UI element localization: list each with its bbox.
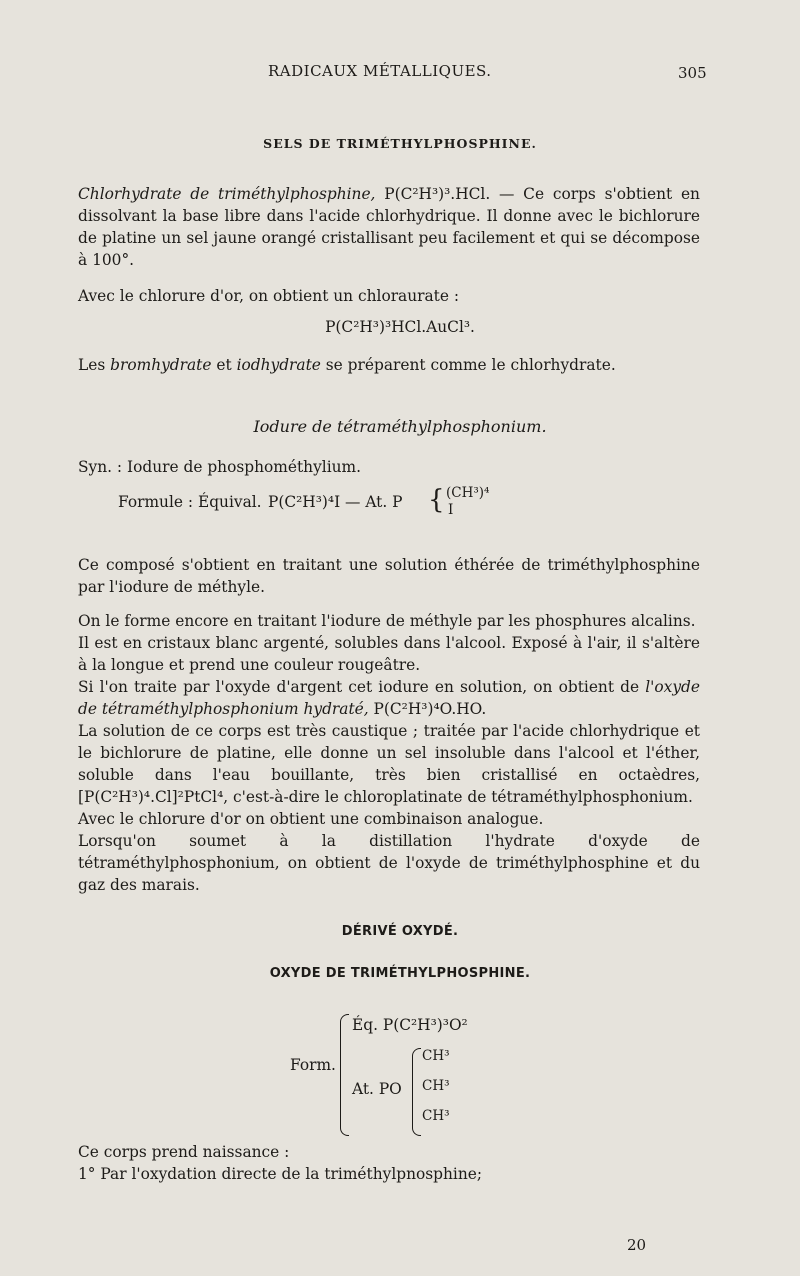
small-brace-icon: [412, 1048, 421, 1136]
large-brace-icon: [340, 1014, 349, 1136]
formula-top-group: (CH³)⁴: [446, 485, 490, 501]
brace-icon: {: [428, 485, 445, 515]
text-fragment: et: [211, 356, 237, 374]
methyl-group: CH³: [422, 1048, 450, 1064]
form-atomic: At. PO: [352, 1080, 402, 1098]
page-header: [0, 62, 800, 86]
text-fragment: se préparent comme le chlorhydrate.: [320, 356, 616, 374]
text-fragment: Les: [78, 356, 111, 374]
derive-title: DÉRIVÉ OXYDÉ.: [341, 924, 459, 939]
formula-equival: P(C²H³)⁴I — At. P: [268, 493, 403, 511]
paragraph-oxyde-argent: [78, 676, 700, 720]
page-number: 305: [678, 64, 707, 82]
bromhydrate-term: bromhydrate: [110, 356, 212, 374]
paragraph-bromhydrate: [78, 354, 700, 376]
compound-formula: P(C²H³)³.HCl.: [384, 185, 491, 203]
formula-block-oxide: [290, 1010, 510, 1140]
methyl-group: CH³: [422, 1108, 450, 1124]
methyl-group: CH³: [422, 1078, 450, 1094]
form-equivalent: Éq. P(C²H³)³O²: [352, 1016, 468, 1034]
synonym-line: Syn. : Iodure de phosphométhylium.: [78, 458, 362, 476]
text-fragment: Si l'on traite par l'oxyde d'argent cet iodure en solution, on obtient de: [78, 678, 646, 696]
paragraph-distillation: Lorsqu'on soumet à la distillation l'hydrate d'oxyde de tétraméthylphosphonium, on obtient de l'oxyde de triméthylphosphine et du gaz des marais.: [78, 832, 700, 894]
paragraph-phosphures: On le forme encore en traitant l'iodure de méthyle par les phosphures alcalins.: [78, 612, 696, 630]
paragraph-text: — Ce corps s'obtient en dissolvant la base libre dans l'acide chlorhydrique. Il donne avec le bichlorure de platine un sel jaune orangé cristallisant peu facilement et qui se décompose à 100°.: [78, 185, 700, 269]
oxide-title: OXYDE DE TRIMÉTHYLPHOSPHINE.: [269, 966, 531, 981]
iodhydrate-term: iodhydrate: [236, 356, 321, 374]
running-title: RADICAUX MÉTALLIQUES.: [268, 62, 492, 80]
formula-block-iodide: [118, 487, 618, 535]
paragraph-chlorhydrate: [78, 183, 700, 271]
formula-bottom-group: I: [448, 502, 454, 518]
formula-chloraurate: P(C²H³)³HCl.AuCl³.: [325, 318, 475, 336]
paragraph-properties: Il est en cristaux blanc argenté, solubles dans l'alcool. Exposé à l'air, il s'altère à la longue et prend une couleur rougeâtre.: [78, 634, 700, 674]
text-fragment: P(C²H³)⁴O.HO.: [368, 700, 487, 718]
paragraph-chloroplatinate: La solution de ce corps est très caustique ; traitée par l'acide chlorhydrique et le bichlorure de platine, elle donne un sel insoluble dans l'alcool et l'éther, soluble dans l'eau bouillante, très bien cristallisé en octaèdres, [P(C²H³)⁴.Cl]²PtCl⁴, c'est-à-dire le chloroplatinate de tétraméthylphosphonium.: [78, 722, 700, 806]
formula-label: Formule : Équival.: [118, 493, 262, 511]
paragraph-or: Avec le chlorure d'or on obtient une combinaison analogue.: [78, 810, 544, 828]
paragraph-naissance: Ce corps prend naissance :: [78, 1143, 290, 1161]
paragraph-chloraurate-intro: Avec le chlorure d'or, on obtient un chloraurate :: [78, 287, 460, 305]
oxide-term: l'oxyde de tétraméthylphosphonium hydraté,: [78, 678, 700, 718]
signature-number: 20: [627, 1236, 647, 1254]
form-label: Form.: [290, 1056, 336, 1074]
iodide-title: Iodure de tétraméthylphosphonium.: [253, 417, 547, 436]
paragraph-oxydation: 1° Par l'oxydation directe de la triméthylpnosphine;: [78, 1165, 483, 1183]
compound-name: Chlorhydrate de triméthylphosphine,: [78, 185, 376, 203]
section-title: SELS DE TRIMÉTHYLPHOSPHINE.: [263, 136, 537, 151]
paragraph-preparation: Ce composé s'obtient en traitant une solution éthérée de triméthylphosphine par l'iodure de méthyle.: [78, 556, 700, 596]
